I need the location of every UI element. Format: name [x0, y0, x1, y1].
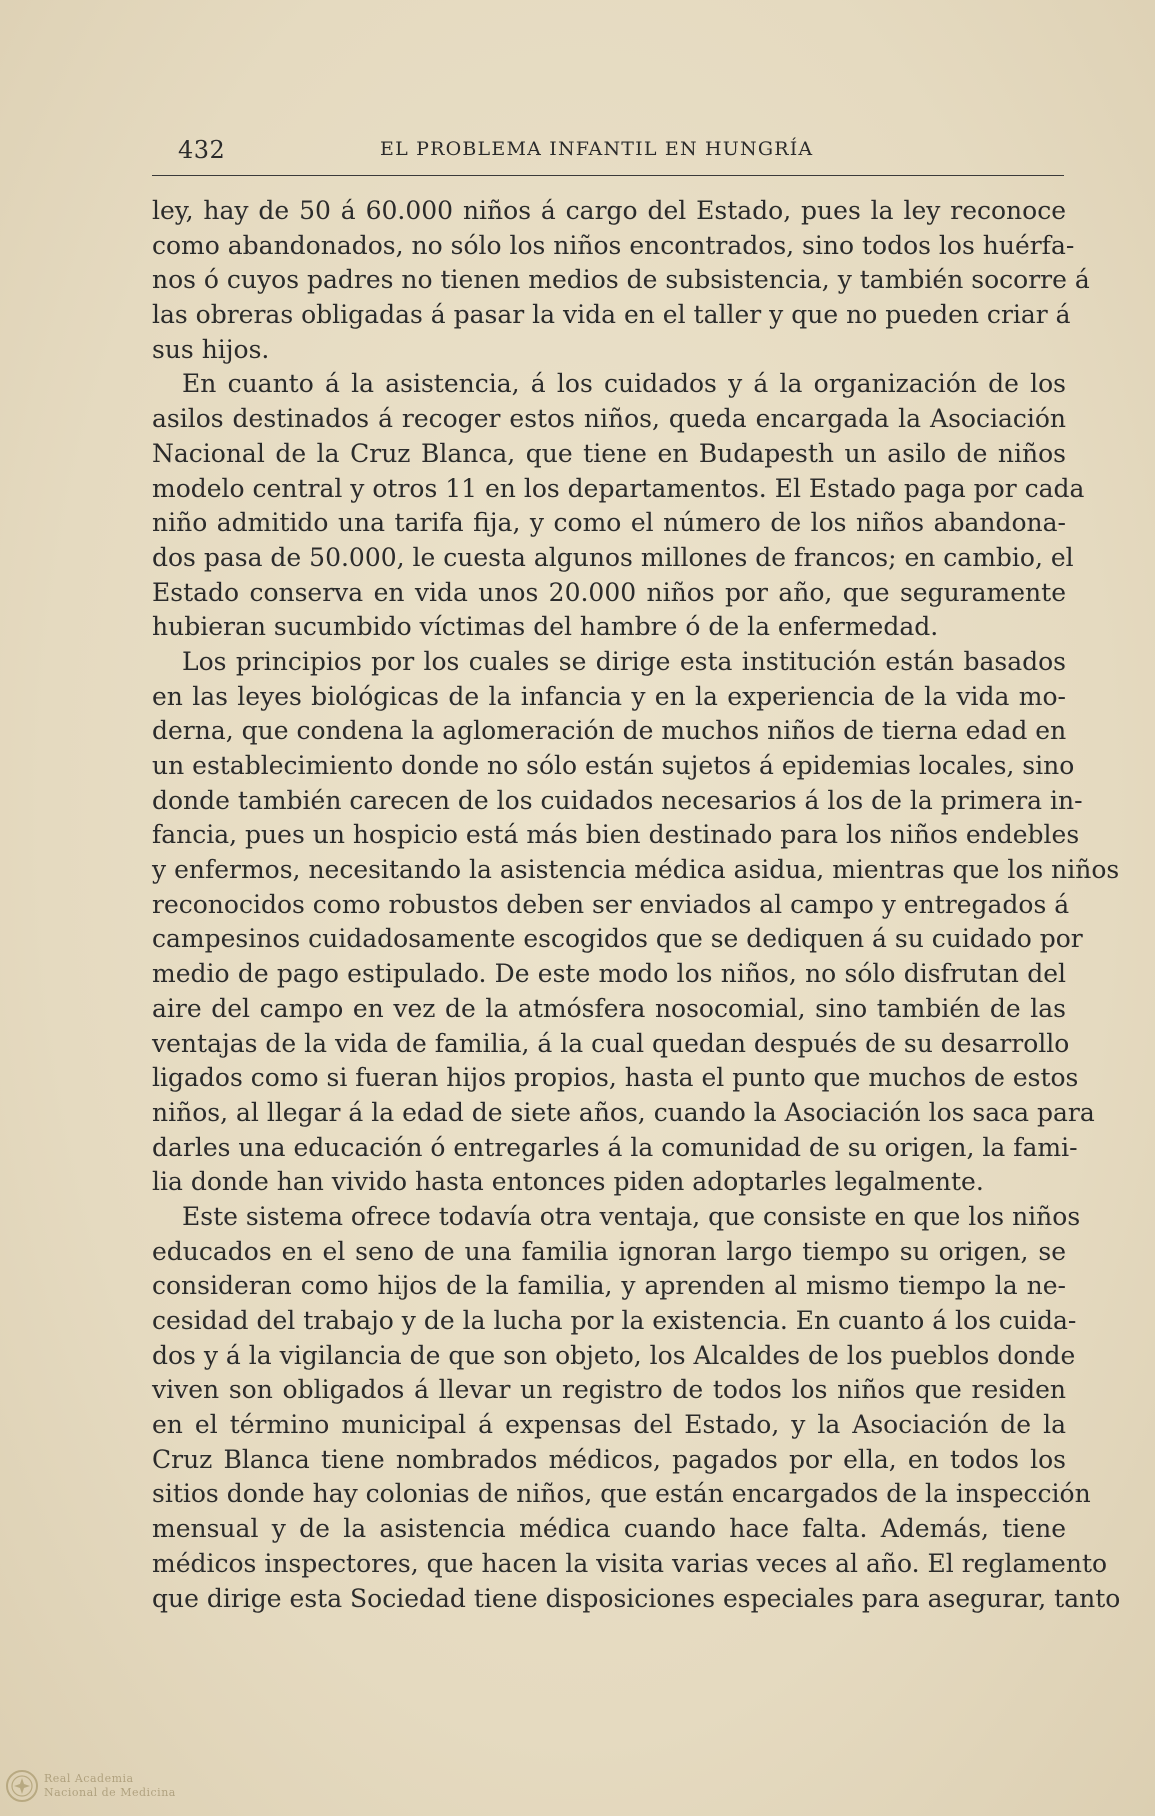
running-title: EL PROBLEMA INFANTIL EN HUNGRÍA: [380, 138, 814, 160]
page-number: 432: [178, 136, 226, 164]
watermark-text: [44, 1772, 176, 1800]
text-line: lia donde han vivido hasta entonces piden adoptarles legalmente.: [152, 1167, 984, 1197]
text-line: Este sistema ofrece todavía otra ventaja, que consiste en que los niños: [182, 1201, 1081, 1231]
text-line: Estado conserva en vida unos 20.000 niños por año, que seguramente: [152, 577, 1066, 607]
text-line: hubieran sucumbido víctimas del hambre ó de la enfermedad.: [152, 612, 939, 642]
text-line: nos ó cuyos padres no tienen medios de subsistencia, y también socorre á: [152, 265, 1090, 295]
text-line: Los principios por los cuales se dirige esta institución están basados: [182, 646, 1066, 676]
text-line: un establecimiento donde no sólo están sujetos á epidemias locales, sino: [152, 751, 1075, 780]
text-line: viven son obligados á llevar un registro de todos los niños que residen: [152, 1375, 1066, 1405]
text-line: asilos destinados á recoger estos niños, queda encargada la Asociación: [152, 404, 1066, 434]
watermark-line-2: Nacional de Medicina: [44, 1786, 176, 1799]
text-line: darles una educación ó entregarles á la comunidad de su origen, la fami-: [152, 1132, 1078, 1162]
text-line: en las leyes biológicas de la infancia y en la experiencia de la vida mo-: [152, 681, 1066, 711]
text-line: sus hijos.: [152, 334, 270, 364]
text-line: que dirige esta Sociedad tiene disposiciones especiales para asegurar, tanto: [152, 1583, 1121, 1613]
text-line: y enfermos, necesitando la asistencia médica asidua, mientras que los niños: [152, 855, 1120, 885]
text-line: Nacional de la Cruz Blanca, que tiene en Budapesth un asilo de niños: [152, 438, 1066, 468]
header-rule: [152, 175, 1064, 176]
text-line: ligados como si fueran hijos propios, hasta el punto que muchos de estos: [152, 1063, 1079, 1093]
text-line: En cuanto á la asistencia, á los cuidados y á la organización de los: [182, 369, 1066, 399]
text-line: ley, hay de 50 á 60.000 niños á cargo del Estado, pues la ley reconoce: [152, 196, 1066, 225]
text-line: ventajas de la vida de familia, á la cual quedan después de su desarrollo: [152, 1028, 1070, 1058]
text-line: cesidad del trabajo y de la lucha por la existencia. En cuanto á los cuida-: [152, 1306, 1077, 1335]
text-line: derna, que condena la aglomeración de muchos niños de tierna edad en: [152, 716, 1067, 746]
text-line: dos y á la vigilancia de que son objeto, los Alcaldes de los pueblos donde: [152, 1340, 1076, 1370]
text-line: niños, al llegar á la edad de siete años, cuando la Asociación los saca para: [152, 1097, 1095, 1127]
text-line: Cruz Blanca tiene nombrados médicos, pagados por ella, en todos los: [152, 1444, 1066, 1474]
seal-icon: [4, 1768, 40, 1804]
text-line: las obreras obligadas á pasar la vida en el taller y que no pueden criar á: [152, 300, 1071, 330]
text-line: médicos inspectores, que hacen la visita varias veces al año. El reglamento: [152, 1548, 1108, 1578]
body-text: [152, 194, 1121, 1616]
text-line: educados en el seno de una familia ignoran largo tiempo su origen, se: [152, 1236, 1066, 1266]
text-line: como abandonados, no sólo los niños encontrados, sino todos los huérfa-: [152, 230, 1075, 260]
library-watermark: [4, 1768, 176, 1804]
text-line: mensual y de la asistencia médica cuando hace falta. Además, tiene: [152, 1514, 1066, 1544]
text-line: en el término municipal á expensas del Estado, y la Asociación de la: [152, 1410, 1066, 1440]
text-line: fancia, pues un hospicio está más bien destinado para los niños endebles: [152, 820, 1080, 850]
text-line: reconocidos como robustos deben ser enviados al campo y entregados á: [152, 889, 1070, 919]
text-line: aire del campo en vez de la atmósfera nosocomial, sino también de las: [152, 993, 1066, 1023]
text-line: modelo central y otros 11 en los departamentos. El Estado paga por cada: [152, 473, 1085, 503]
text-line: campesinos cuidadosamente escogidos que se dediquen á su cuidado por: [152, 924, 1083, 954]
text-line: sitios donde hay colonias de niños, que están encargados de la inspección: [152, 1479, 1091, 1509]
text-line: niño admitido una tarifa fija, y como el número de los niños abandona-: [152, 508, 1066, 538]
watermark-line-1: Real Academia: [44, 1772, 134, 1785]
text-line: consideran como hijos de la familia, y aprenden al mismo tiempo la ne-: [152, 1271, 1066, 1301]
text-line: dos pasa de 50.000, le cuesta algunos millones de francos; en cambio, el: [152, 542, 1074, 572]
text-line: medio de pago estipulado. De este modo los niños, no sólo disfrutan del: [152, 959, 1066, 989]
text-line: donde también carecen de los cuidados necesarios á los de la primera in-: [152, 785, 1083, 815]
